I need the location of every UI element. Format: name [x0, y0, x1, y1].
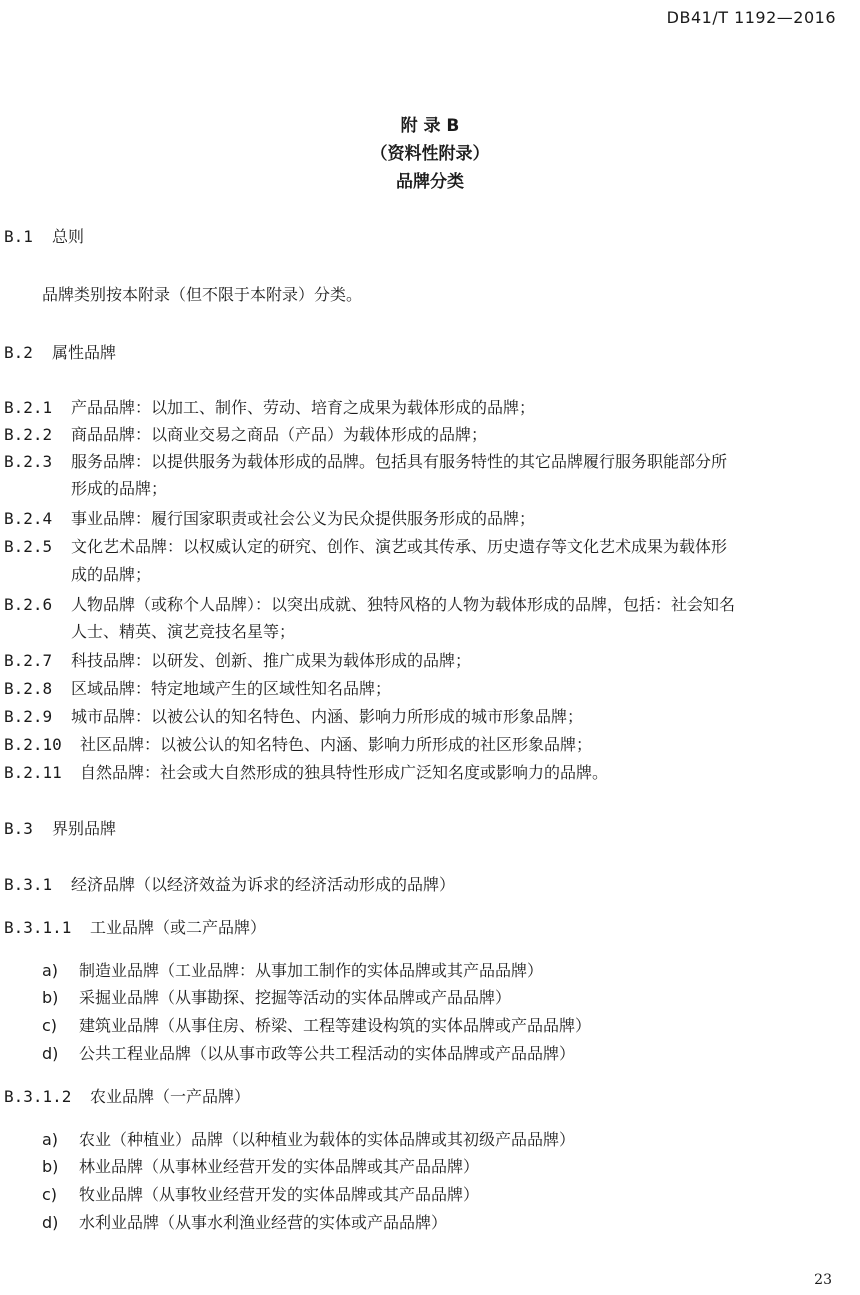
list-item: [4, 451, 727, 473]
list-marker: c): [42, 1016, 58, 1035]
item-text: 公共工程业品牌（以从事市政等公共工程活动的实体品牌或产品品牌）: [79, 1044, 576, 1063]
list-item: [42, 1129, 575, 1151]
item-number: B.2.10: [4, 735, 62, 754]
subsection-number: B.3.1: [4, 875, 53, 894]
list-item: [42, 1212, 447, 1234]
list-item: [4, 650, 471, 672]
list-item: [4, 678, 391, 700]
section-heading: [4, 818, 116, 840]
list-marker: a): [42, 1130, 59, 1149]
appendix-type: （资料性附录）: [370, 144, 490, 164]
item-number: B.2.8: [4, 679, 53, 698]
item-number: B.2.2: [4, 425, 53, 444]
item-text: 林业品牌（从事林业经营开发的实体品牌或其产品品牌）: [79, 1157, 480, 1176]
subsubsection-title: 农业品牌（一产品牌）: [90, 1087, 251, 1106]
section-number: B.1: [4, 227, 33, 246]
section-heading: [4, 342, 116, 364]
appendix-label: 附 录 B: [400, 116, 460, 136]
item-text: 采掘业品牌（从事勘探、挖掘等活动的实体品牌或产品品牌）: [79, 988, 512, 1007]
item-continuation: 成的品牌；: [71, 565, 152, 584]
subsection-title: 经济品牌（以经济效益为诉求的经济活动形成的品牌）: [71, 875, 456, 894]
list-item: [4, 594, 735, 616]
list-item: [4, 734, 592, 756]
list-item: [4, 424, 487, 446]
item-text: 服务品牌：以提供服务为载体形成的品牌。包括具有服务特性的其它品牌履行服务职能部分所: [71, 452, 728, 471]
list-item: [4, 397, 535, 419]
item-number: B.2.7: [4, 651, 53, 670]
intro-paragraph: 品牌类别按本附录（但不限于本附录）分类。: [42, 285, 363, 304]
item-text: 文化艺术品牌：以权威认定的研究、创作、演艺或其传承、历史遗存等文化艺术成果为载体形: [71, 537, 728, 556]
section-number: B.2: [4, 343, 33, 362]
item-number: B.2.5: [4, 537, 53, 556]
subsubsection-number: B.3.1.1: [4, 918, 72, 937]
item-number: B.2.11: [4, 763, 62, 782]
item-text: 水利业品牌（从事水利渔业经营的实体或产品品牌）: [79, 1213, 448, 1232]
list-item: [42, 1015, 591, 1037]
list-item: [42, 1043, 575, 1065]
item-text: 牧业品牌（从事牧业经营开发的实体品牌或其产品品牌）: [79, 1185, 480, 1204]
item-text: 商品品牌：以商业交易之商品（产品）为载体形成的品牌；: [71, 425, 488, 444]
section-title: 总则: [52, 227, 85, 246]
list-marker: b): [42, 988, 59, 1007]
list-item: [42, 960, 543, 982]
list-marker: d): [42, 1044, 59, 1063]
list-marker: a): [42, 961, 59, 980]
item-number: B.2.1: [4, 398, 53, 417]
list-item: [4, 536, 727, 558]
list-item: [4, 706, 583, 728]
item-text: 建筑业品牌（从事住房、桥梁、工程等建设构筑的实体品牌或产品品牌）: [79, 1016, 592, 1035]
item-text: 自然品牌：社会或大自然形成的独具特性形成广泛知名度或影响力的品牌。: [80, 763, 609, 782]
item-text: 制造业品牌（工业品牌：从事加工制作的实体品牌或其产品品牌）: [79, 961, 544, 980]
appendix-heading: 品牌分类: [396, 172, 464, 192]
appendix-title: [0, 112, 860, 196]
item-text: 农业（种植业）品牌（以种植业为载体的实体品牌或其初级产品品牌）: [79, 1130, 576, 1149]
item-text: 产品品牌：以加工、制作、劳动、培育之成果为载体形成的品牌；: [71, 398, 536, 417]
list-item: [42, 987, 511, 1009]
subsubsection-heading: [4, 917, 266, 939]
section-heading: [4, 226, 84, 248]
item-text: 科技品牌：以研发、创新、推广成果为载体形成的品牌；: [71, 651, 472, 670]
document-code: DB41/T 1192—2016: [666, 8, 836, 27]
section-title: 界别品牌: [52, 819, 117, 838]
list-marker: c): [42, 1185, 58, 1204]
section-number: B.3: [4, 819, 33, 838]
item-text: 城市品牌：以被公认的知名特色、内涵、影响力所形成的城市形象品牌；: [71, 707, 584, 726]
subsubsection-title: 工业品牌（或二产品牌）: [90, 918, 267, 937]
list-item: [4, 508, 535, 530]
item-continuation: 人士、精英、演艺竞技名星等；: [71, 622, 296, 641]
item-text: 事业品牌：履行国家职责或社会公义为民众提供服务形成的品牌；: [71, 509, 536, 528]
list-item: [42, 1156, 479, 1178]
item-text: 区域品牌：特定地域产生的区域性知名品牌；: [71, 679, 392, 698]
item-number: B.2.6: [4, 595, 53, 614]
list-marker: b): [42, 1157, 59, 1176]
item-text: 社区品牌：以被公认的知名特色、内涵、影响力所形成的社区形象品牌；: [80, 735, 593, 754]
subsubsection-heading: [4, 1086, 250, 1108]
list-item: [4, 762, 608, 784]
item-number: B.2.3: [4, 452, 53, 471]
list-marker: d): [42, 1213, 59, 1232]
page-number: 23: [814, 1272, 832, 1288]
item-continuation: 形成的品牌；: [71, 479, 168, 498]
subsection-heading: [4, 874, 455, 896]
list-item: [42, 1184, 479, 1206]
item-number: B.2.4: [4, 509, 53, 528]
item-number: B.2.9: [4, 707, 53, 726]
subsubsection-number: B.3.1.2: [4, 1087, 72, 1106]
item-text: 人物品牌（或称个人品牌）：以突出成就、独特风格的人物为载体形成的品牌，包括：社会知名: [71, 595, 736, 614]
section-title: 属性品牌: [52, 343, 117, 362]
